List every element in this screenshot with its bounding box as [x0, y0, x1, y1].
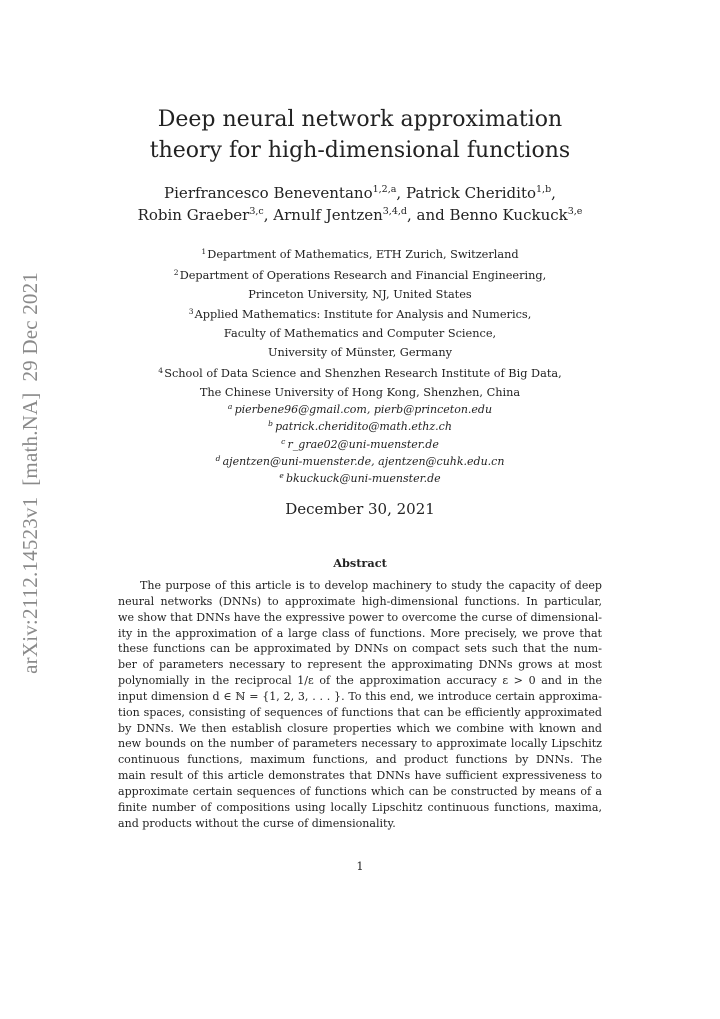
affiliation-mark: 3 — [188, 307, 194, 316]
affiliation — [98, 245, 622, 264]
affiliation-line: School of Data Science and Shenzhen Research Institute of Big Data, — [164, 366, 562, 380]
email-entry — [98, 401, 622, 418]
affiliations — [98, 245, 622, 403]
email-entry — [98, 436, 622, 453]
abstract-line: and products without the curse of dimensionality. — [118, 816, 396, 830]
author-line: Robin Graeber$^{3,c}$, Arnulf Jentzen$^{3,4,d}$, and Benno Kuckuck$^{3,e}$ — [137, 206, 583, 224]
abstract-line: input dimension d ∈ ℕ = {1, 2, 3, . . . }. To this end, we introduce certain approxima- — [118, 689, 602, 703]
paper-title — [98, 104, 622, 166]
author-marks: 1,2,a — [372, 184, 397, 195]
author-marks: 3,e — [567, 206, 583, 217]
abstract-body — [118, 578, 602, 832]
page-number: 1 — [356, 860, 364, 873]
abstract-line: by DNNs. We then establish closure properties which we combine with known and — [118, 721, 602, 735]
author-name: Benno Kuckuck — [449, 206, 568, 224]
email-entry — [98, 453, 622, 470]
author-marks: 1,b — [536, 184, 552, 195]
abstract-line: ity in the approximation of a large class of functions. More precisely, we prove that — [118, 626, 602, 640]
affiliation-line: University of Münster, Germany — [267, 346, 453, 359]
abstract-line: polynomially in the reciprocal 1/ε of the approximation accuracy ε > 0 and in the — [118, 674, 602, 688]
email-entry — [98, 418, 622, 435]
affiliation-line: Faculty of Mathematics and Computer Science, — [223, 327, 497, 340]
email-mark: b — [268, 419, 273, 429]
email-mark: c — [281, 436, 286, 446]
affiliation-line: Department of Mathematics, ETH Zurich, Switzerland — [207, 248, 519, 261]
affiliation-mark: 4 — [158, 365, 164, 375]
paper-date: December 30, 2021 — [285, 500, 435, 518]
affiliation-line: Princeton University, NJ, United States — [248, 287, 472, 301]
email-entry — [98, 470, 622, 487]
affiliation — [98, 305, 622, 362]
abstract-line: The purpose of this article is to develop machinery to study the capacity of deep — [140, 579, 602, 592]
email-text: patrick.cheridito@math.ethz.ch — [275, 420, 452, 434]
email-text: bkuckuck@uni-muenster.de — [285, 472, 441, 486]
affiliation — [98, 364, 622, 402]
abstract-heading: Abstract — [333, 556, 387, 570]
email-text: pierbene96@gmail.com, pierb@princeton.edu — [234, 403, 493, 416]
author-list — [98, 182, 622, 226]
author-line: Pierfrancesco Beneventano$^{1,2,a}$, Patrick Cheridito$^{1,b}$, — [164, 184, 556, 202]
title-line: theory for high-dimensional functions — [149, 138, 571, 163]
arxiv-identifier-stamp: arXiv:2112.14523v1 [math.NA] 29 Dec 2021 — [18, 272, 42, 674]
affiliation-line: The Chinese University of Hong Kong, Shenzhen, China — [199, 385, 521, 399]
email-list — [98, 401, 622, 487]
author-name: Arnulf Jentzen — [273, 206, 383, 224]
abstract-line: new bounds on the number of parameters necessary to approximate locally Lipschitz — [118, 737, 602, 751]
email-text: r_grae02@uni-muenster.de — [287, 437, 439, 451]
author-name: Robin Graeber — [137, 206, 250, 224]
author-marks: 3,4,d — [382, 206, 407, 217]
affiliation-line: Department of Operations Research and Financial Engineering, — [179, 268, 547, 282]
author-name: Pierfrancesco Beneventano — [164, 184, 373, 202]
email-text: ajentzen@uni-muenster.de, ajentzen@cuhk.edu.cn — [222, 454, 505, 468]
affiliation-line: Applied Mathematics: Institute for Analysis and Numerics, — [194, 308, 532, 321]
abstract-line: tion spaces, consisting of sequences of functions that can be efficiently approximated — [118, 705, 602, 719]
email-mark: d — [215, 453, 221, 463]
email-mark: a — [227, 402, 233, 411]
abstract-line: continuous functions, maximum functions, and product functions by DNNs. The — [118, 753, 602, 767]
affiliation-mark: 1 — [201, 247, 207, 256]
abstract-line: main result of this article demonstrates that DNNs have sufficient expressiveness to — [118, 769, 602, 783]
author-conjunction: and — [416, 206, 445, 224]
abstract-line: ber of parameters necessary to represent the approximating DNNs grows at most — [118, 658, 602, 672]
abstract-line: approximate certain sequences of functions which can be constructed by means of a — [118, 784, 602, 798]
email-mark: e — [279, 471, 284, 481]
author-name: Patrick Cheridito — [405, 184, 537, 202]
affiliation — [98, 266, 622, 304]
author-marks: 3,c — [249, 206, 264, 217]
abstract-line: finite number of compositions using locally Lipschitz continuous functions, maxima, — [118, 800, 602, 814]
abstract-line: these functions can be approximated by DNNs on compact sets such that the num- — [118, 642, 602, 656]
affiliation-mark: 2 — [173, 267, 179, 277]
abstract-line: we show that DNNs have the expressive power to overcome the curse of dimensional- — [118, 610, 602, 624]
title-line: Deep neural network approximation — [157, 107, 563, 132]
abstract-line: neural networks (DNNs) to approximate high-dimensional functions. In particular, — [118, 594, 602, 608]
